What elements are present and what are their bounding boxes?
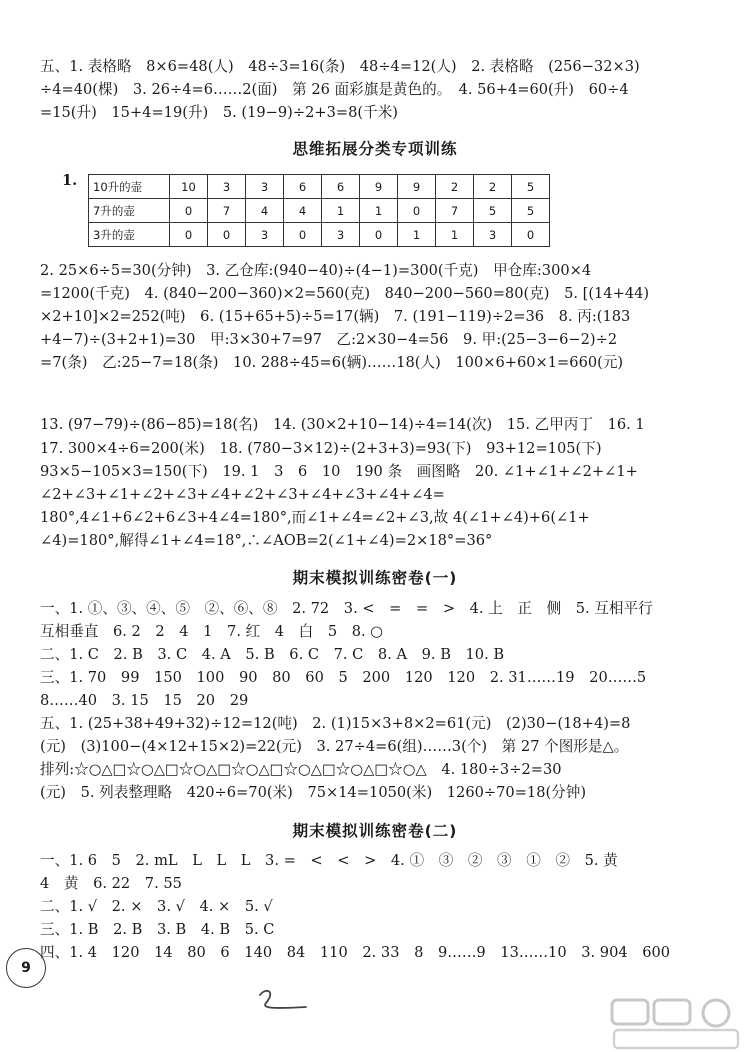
answer-line: 排列:☆○△□☆○△□☆○△□☆○△□☆○△□☆○△□☆○△ 4. 180÷3÷2=30 xyxy=(40,761,562,778)
table-cell: 5 xyxy=(512,175,550,199)
section-heading: 思维拓展分类专项训练 xyxy=(292,140,458,158)
table-cell: 9 xyxy=(360,175,398,199)
answer-line: ∠4)=180°,解得∠1+∠4=18°,∴∠AOB=2(∠1+∠4)=2×18°=36° xyxy=(40,532,493,549)
watermark-logo-icon xyxy=(608,996,744,1052)
table-cell: 10 xyxy=(170,175,208,199)
table-row xyxy=(89,223,550,247)
table-cell: 9 xyxy=(398,175,436,199)
answer-line: =15(升) 15+4=19(升) 5. (19−9)÷2+3=8(千米) xyxy=(40,104,398,121)
table-cell: 5 xyxy=(474,199,512,223)
section-heading: 期末模拟训练密卷(二) xyxy=(292,822,458,840)
row-header: 10升的壶 xyxy=(89,175,170,199)
answer-line: (元) (3)100−(4×12+15×2)=22(元) 3. 27÷4=6(组)……3(个) 第 27 个图形是△。 xyxy=(40,738,629,755)
table-cell: 3 xyxy=(246,175,284,199)
answer-line: ÷4=40(棵) 3. 26÷4=6……2(面) 第 26 面彩旗是黄色的。 4. 56+4=60(升) 60÷4 xyxy=(40,81,629,98)
table-cell: 0 xyxy=(360,223,398,247)
table-cell: 0 xyxy=(170,199,208,223)
answer-line: 三、1. 70 99 150 100 90 80 60 5 200 120 120 2. 31……19 20……5 xyxy=(40,669,647,686)
table-cell: 0 xyxy=(284,223,322,247)
table-row xyxy=(89,199,550,223)
table-cell: 3 xyxy=(208,175,246,199)
answer-line: 17. 300×4÷6=200(米) 18. (780−3×12)÷(2+3+3)=93(下) 93+12=105(下) xyxy=(40,440,602,457)
answer-line: 互相垂直 6. 2 2 4 1 7. 红 4 白 5 8. ○ xyxy=(40,623,384,640)
table-cell: 3 xyxy=(246,223,284,247)
table-cell: 1 xyxy=(398,223,436,247)
answer-line: 180°,4∠1+6∠2+6∠3+4∠4=180°,而∠1+∠4=∠2+∠3,故 4(∠1+∠4)+6(∠1+ xyxy=(40,509,590,526)
table-cell: 2 xyxy=(436,175,474,199)
table-cell: 3 xyxy=(474,223,512,247)
answer-line: 2. 25×6÷5=30(分钟) 3. 乙仓库:(940−40)÷(4−1)=300(千克) 甲仓库:300×4 xyxy=(40,262,592,279)
answer-line: 4 黄 6. 22 7. 55 xyxy=(40,875,182,892)
answer-line: 8……40 3. 15 15 20 29 xyxy=(40,692,249,709)
answer-line: ×2+10]×2=252(吨) 6. (15+65+5)÷5=17(辆) 7. (191−119)÷2=36 8. 丙:(183 xyxy=(40,308,631,325)
page-number: 9 xyxy=(6,948,46,988)
answer-line: 四、1. 4 120 14 80 6 140 84 110 2. 33 8 9……9 13……10 3. 904 600 xyxy=(40,944,671,961)
table-cell: 0 xyxy=(398,199,436,223)
table-row xyxy=(89,175,550,199)
row-header: 7升的壶 xyxy=(89,199,170,223)
table-cell: 3 xyxy=(322,223,360,247)
answer-line: 二、1. √ 2. × 3. √ 4. × 5. √ xyxy=(40,898,273,915)
answer-line: =7(条) 乙:25−7=18(条) 10. 288÷45=6(辆)……18(人) 100×6+60×1=660(元) xyxy=(40,354,624,371)
answer-line: 三、1. B 2. B 3. B 4. B 5. C xyxy=(40,921,275,938)
table-cell: 7 xyxy=(436,199,474,223)
table-cell: 1 xyxy=(360,199,398,223)
answer-line: 二、1. C 2. B 3. C 4. A 5. B 6. C 7. C 8. A 9. B 10. B xyxy=(40,646,505,663)
row-header: 3升的壶 xyxy=(89,223,170,247)
table-cell: 4 xyxy=(246,199,284,223)
table-cell: 0 xyxy=(170,223,208,247)
answer-line: (元) 5. 列表整理略 420÷6=70(米) 75×14=1050(米) 1260÷70=18(分钟) xyxy=(40,784,587,801)
question-number: 1. xyxy=(62,172,78,189)
answer-line: 一、1. 6 5 2. mL L L L 3. = < < > 4. ① ③ ② ③ ① ② 5. 黄 xyxy=(40,852,618,869)
table-cell: 5 xyxy=(512,199,550,223)
answer-line: 一、1. ①、③、④、⑤ ②、⑥、⑧ 2. 72 3. < = = > 4. 上 正 侧 5. 互相平行 xyxy=(40,600,653,617)
answer-line: 13. (97−79)÷(86−85)=18(名) 14. (30×2+10−14)÷4=14(次) 15. 乙甲丙丁 16. 1 xyxy=(40,416,645,433)
table-cell: 7 xyxy=(208,199,246,223)
kettle-table xyxy=(88,174,550,247)
table-cell: 0 xyxy=(512,223,550,247)
table-cell: 6 xyxy=(284,175,322,199)
answer-line: 五、1. 表格略 8×6=48(人) 48÷3=16(条) 48÷4=12(人) 2. 表格略 (256−32×3) xyxy=(40,58,640,75)
answer-line: ∠2+∠3+∠1+∠2+∠3+∠4+∠2+∠3+∠4+∠3+∠4+∠4= xyxy=(40,486,445,503)
table-cell: 4 xyxy=(284,199,322,223)
table-cell: 1 xyxy=(322,199,360,223)
table-cell: 0 xyxy=(208,223,246,247)
answer-line: +4−7)÷(3+2+1)=30 甲:3×30+7=97 乙:2×30−4=56 9. 甲:(25−3−6−2)÷2 xyxy=(40,331,618,348)
answer-line: 93×5−105×3=150(下) 19. 1 3 6 10 190 条 画图略 20. ∠1+∠1+∠2+∠1+ xyxy=(40,463,638,480)
section-heading: 期末模拟训练密卷(一) xyxy=(292,569,458,587)
table-cell: 2 xyxy=(474,175,512,199)
answer-line: =1200(千克) 4. (840−200−360)×2=560(克) 840−200−560=80(克) 5. [(14+44) xyxy=(40,285,650,302)
answer-line-fraction xyxy=(40,380,710,408)
table-cell: 1 xyxy=(436,223,474,247)
answer-line: 五、1. (25+38+49+32)÷12=12(吨) 2. (1)15×3+8×2=61(元) (2)30−(18+4)=8 xyxy=(40,715,631,732)
table-cell: 6 xyxy=(322,175,360,199)
pen-mark-icon xyxy=(252,985,312,1015)
